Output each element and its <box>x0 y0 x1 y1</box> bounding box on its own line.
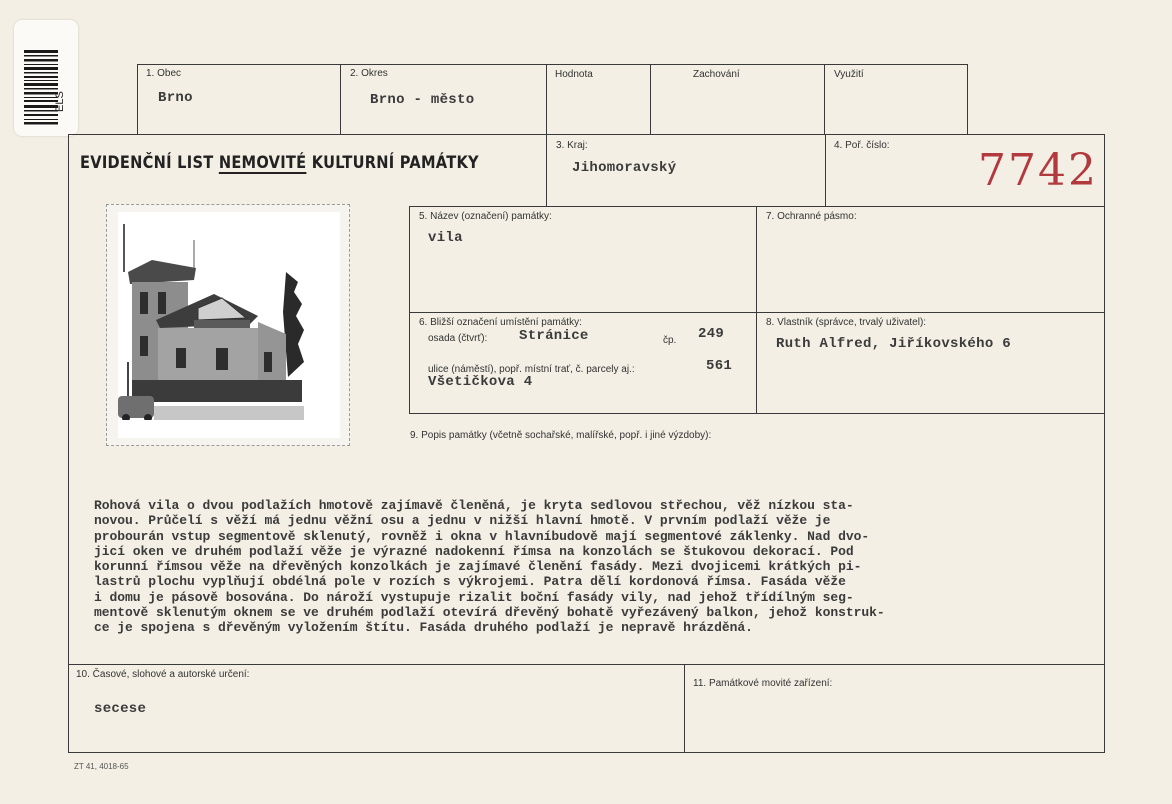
urceni-label: 10. Časové, slohové a autorské určení: <box>76 669 250 680</box>
monument-photo <box>118 212 340 438</box>
cp-value: 249 <box>698 326 725 342</box>
vlastnik-label: 8. Vlastník (správce, trvalý uživatel): <box>766 317 927 328</box>
zachovani-label: Zachování <box>693 69 740 80</box>
hodnota-label: Hodnota <box>555 69 593 80</box>
cp-label: čp. <box>663 335 677 346</box>
poradove-cislo: 7742 <box>978 145 1098 196</box>
title-part-2: NEMOVITÉ <box>218 153 307 173</box>
nazev-label: 5. Název (označení) památky: <box>419 211 552 222</box>
urceni-value: secese <box>94 701 147 717</box>
ochranne-label: 7. Ochranné pásmo: <box>766 211 857 222</box>
cislo-label: 4. Poř. číslo: <box>834 140 890 151</box>
ulice-label: ulice (náměstí), popř. místní trať, č. parcely aj.: <box>428 364 635 375</box>
obec-value: Brno <box>158 90 193 106</box>
barcode-text: ELS <box>54 91 66 112</box>
form-code: ZT 41, 4018-65 <box>74 762 129 771</box>
barcode-sticker <box>14 20 78 136</box>
obec-label: 1. Obec <box>146 68 182 79</box>
zarizeni-label: 11. Památkové movité zařízení: <box>693 678 833 689</box>
title-part-3: KULTURNÍ PAMÁTKY <box>306 153 479 173</box>
kraj-label: 3. Kraj: <box>556 140 588 151</box>
ulice-value: Všetičkova 4 <box>428 374 533 390</box>
okres-value: Brno - město <box>370 92 475 108</box>
barcode-icon <box>14 20 78 136</box>
popis-label: 9. Popis památky (včetně sochařské, malířské, popř. i jiné výzdoby): <box>410 430 712 441</box>
osada-label: osada (čtvrť): <box>428 333 488 344</box>
popis-text: Rohová vila o dvou podlažích hmotově zajímavě členěná, je kryta sedlovou střechou, věž nízkou sta- novou. Průčelí s věží má jednu věžní osu a jednu v nižší hlavní hmotě. V prvním podlaží věže je probourán vstup segmentově sklenutý, rovněž i okna v hlavníbudově mají segmentové záklenky. Nad dvo- jicí oken ve druhém podlaží věže je výrazné nadokenní římsa na konzolách se štukovou dekorací. Pod korunní římsou věže na dřevěných konzolkách je zajímavé členění fasády. Mezi dvojicemi krátkých pi- lastrů plochu vyplňují obdélná pole v rozích s výkrojemi. Patra dělí kordonová římsa. Fasáda věže i domu je pásově bosována. Do nároží vystupuje rizalit boční fasády vily, nad jehož třídílným seg- mentově sklenutým oknem se ve druhém podlaží otevírá dřevěný bohatě vyřezávený balkon, jehož konstruk- ce je spojena s dřevěným vyložením štítu. Fasáda druhého podlaží je nepravě hrázděná. <box>94 498 885 636</box>
osada-value: Stránice <box>519 328 589 344</box>
kraj-value: Jihomoravský <box>572 160 677 176</box>
vyuziti-label: Využití <box>834 69 864 80</box>
parcela-value: 561 <box>706 358 733 374</box>
umisteni-label: 6. Bližší označení umístění památky: <box>419 317 582 328</box>
form-title <box>80 153 479 173</box>
nazev-value: vila <box>428 230 463 246</box>
okres-label: 2. Okres <box>350 68 388 79</box>
title-part-1: EVIDENČNÍ LIST <box>80 153 219 173</box>
vlastnik-value: Ruth Alfred, Jiříkovského 6 <box>776 336 1011 352</box>
